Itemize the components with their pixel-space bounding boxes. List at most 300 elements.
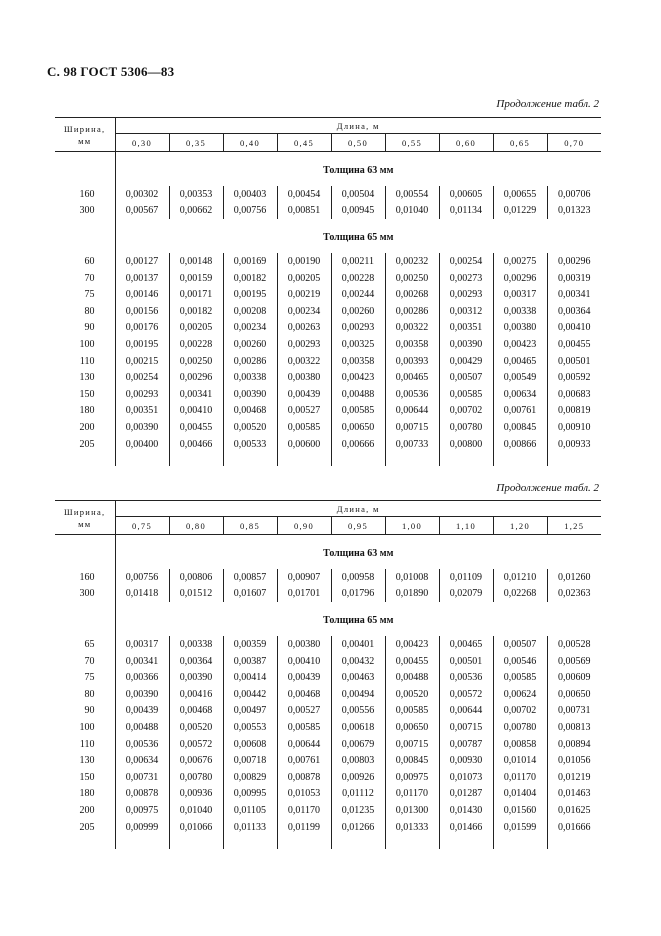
length-column-header: 0,90 bbox=[277, 517, 331, 535]
volume-cell: 0,00156 bbox=[115, 303, 169, 320]
volume-cell: 0,01560 bbox=[493, 802, 547, 819]
width-header bbox=[55, 118, 115, 152]
volume-cell: 0,00364 bbox=[547, 303, 601, 320]
volume-cell: 0,00393 bbox=[385, 353, 439, 370]
volume-cell: 0,01300 bbox=[385, 802, 439, 819]
width-cell: 70 bbox=[84, 272, 95, 284]
volume-cell: 0,00702 bbox=[493, 703, 547, 720]
length-column-header: 0,70 bbox=[547, 134, 601, 152]
volume-cell: 0,00800 bbox=[439, 436, 493, 453]
volume-cell: 0,01133 bbox=[223, 819, 277, 836]
volume-cell: 0,00676 bbox=[169, 752, 223, 769]
volume-cell: 0,00205 bbox=[277, 270, 331, 287]
volume-cell: 0,00806 bbox=[169, 569, 223, 586]
volume-cell: 0,00857 bbox=[223, 569, 277, 586]
width-cell: 75 bbox=[84, 289, 95, 301]
volume-cell: 0,00341 bbox=[115, 653, 169, 670]
volume-cell: 0,01112 bbox=[331, 786, 385, 803]
volume-cell: 0,01287 bbox=[439, 786, 493, 803]
volume-cell: 0,00683 bbox=[547, 386, 601, 403]
volume-cell: 0,00585 bbox=[277, 419, 331, 436]
volume-cell: 0,00756 bbox=[223, 203, 277, 220]
table-row bbox=[55, 752, 601, 769]
volume-cell: 0,00353 bbox=[169, 186, 223, 203]
volume-cell: 0,00494 bbox=[331, 686, 385, 703]
volume-cell: 0,01040 bbox=[169, 802, 223, 819]
volume-cell: 0,00585 bbox=[439, 386, 493, 403]
volume-cell: 0,00260 bbox=[223, 336, 277, 353]
volume-cell: 0,00585 bbox=[331, 403, 385, 420]
volume-cell: 0,00702 bbox=[439, 403, 493, 420]
table-row bbox=[55, 653, 601, 670]
volume-cell: 0,00364 bbox=[169, 653, 223, 670]
volume-cell: 0,00528 bbox=[547, 636, 601, 653]
table-row bbox=[55, 386, 601, 403]
width-cell: 150 bbox=[79, 771, 95, 783]
volume-cell: 0,00527 bbox=[277, 403, 331, 420]
volume-cell: 0,00219 bbox=[277, 286, 331, 303]
volume-cell: 0,00416 bbox=[169, 686, 223, 703]
width-cell: 100 bbox=[79, 721, 95, 733]
volume-cell: 0,00787 bbox=[439, 736, 493, 753]
volume-cell: 0,00585 bbox=[493, 669, 547, 686]
length-column-header: 0,85 bbox=[223, 517, 277, 535]
volume-cell: 0,00273 bbox=[439, 270, 493, 287]
volume-cell: 0,01599 bbox=[493, 819, 547, 836]
volume-cell: 0,01056 bbox=[547, 752, 601, 769]
volume-cell: 0,00387 bbox=[223, 653, 277, 670]
volume-cell: 0,00465 bbox=[493, 353, 547, 370]
volume-cell: 0,00302 bbox=[115, 186, 169, 203]
volume-cell: 0,00933 bbox=[547, 436, 601, 453]
volume-cell: 0,00624 bbox=[493, 686, 547, 703]
section-title: Толщина 63 мм bbox=[115, 152, 601, 187]
volume-cell: 0,00936 bbox=[169, 786, 223, 803]
volume-cell: 0,00423 bbox=[385, 636, 439, 653]
volume-cell: 0,00414 bbox=[223, 669, 277, 686]
volume-cell: 0,00644 bbox=[439, 703, 493, 720]
volume-cell: 0,00650 bbox=[547, 686, 601, 703]
section-title: Толщина 65 мм bbox=[115, 219, 601, 253]
volume-cell: 0,02268 bbox=[493, 586, 547, 603]
volume-cell: 0,01066 bbox=[169, 819, 223, 836]
width-label: Ширина, bbox=[64, 506, 106, 517]
volume-cell: 0,01323 bbox=[547, 203, 601, 220]
volume-cell: 0,00296 bbox=[547, 253, 601, 270]
volume-cell: 0,00819 bbox=[547, 403, 601, 420]
table-row bbox=[55, 786, 601, 803]
volume-cell: 0,00501 bbox=[547, 353, 601, 370]
volume-cell: 0,01235 bbox=[331, 802, 385, 819]
volume-cell: 0,00341 bbox=[547, 286, 601, 303]
volume-cell: 0,00634 bbox=[493, 386, 547, 403]
volume-cell: 0,00465 bbox=[385, 369, 439, 386]
volume-cell: 0,00609 bbox=[547, 669, 601, 686]
volume-cell: 0,00975 bbox=[115, 802, 169, 819]
width-cell: 90 bbox=[84, 322, 95, 334]
volume-cell: 0,00195 bbox=[223, 286, 277, 303]
volume-cell: 0,00351 bbox=[439, 320, 493, 337]
table-row bbox=[55, 703, 601, 720]
volume-cell: 0,01607 bbox=[223, 586, 277, 603]
volume-cell: 0,00442 bbox=[223, 686, 277, 703]
volume-cell: 0,00268 bbox=[385, 286, 439, 303]
volume-cell: 0,00926 bbox=[331, 769, 385, 786]
length-column-header: 0,30 bbox=[115, 134, 169, 152]
volume-cell: 0,00662 bbox=[169, 203, 223, 220]
volume-cell: 0,00293 bbox=[277, 336, 331, 353]
width-cell: 200 bbox=[79, 421, 95, 433]
width-cell: 130 bbox=[79, 755, 95, 767]
volume-cell: 0,00650 bbox=[385, 719, 439, 736]
volume-cell: 0,00813 bbox=[547, 719, 601, 736]
volume-cell: 0,00455 bbox=[169, 419, 223, 436]
volume-cell: 0,00455 bbox=[385, 653, 439, 670]
volume-cell: 0,01109 bbox=[439, 569, 493, 586]
volume-cell: 0,00137 bbox=[115, 270, 169, 287]
volume-cell: 0,01404 bbox=[493, 786, 547, 803]
volume-cell: 0,00803 bbox=[331, 752, 385, 769]
volume-cell: 0,01170 bbox=[493, 769, 547, 786]
volume-cell: 0,00715 bbox=[385, 419, 439, 436]
volume-cell: 0,00359 bbox=[223, 636, 277, 653]
volume-cell: 0,00455 bbox=[547, 336, 601, 353]
volume-cell: 0,00423 bbox=[331, 369, 385, 386]
table-row bbox=[55, 253, 601, 270]
width-unit: мм bbox=[78, 518, 92, 529]
volume-cell: 0,00182 bbox=[223, 270, 277, 287]
width-cell: 300 bbox=[79, 205, 95, 217]
table-row bbox=[55, 436, 601, 453]
volume-cell: 0,00866 bbox=[493, 436, 547, 453]
width-cell: 300 bbox=[79, 588, 95, 600]
volume-cell: 0,00488 bbox=[115, 719, 169, 736]
volume-cell: 0,01333 bbox=[385, 819, 439, 836]
volume-cell: 0,00829 bbox=[223, 769, 277, 786]
table-row bbox=[55, 303, 601, 320]
volume-cell: 0,01625 bbox=[547, 802, 601, 819]
table-row bbox=[55, 686, 601, 703]
width-cell: 65 bbox=[84, 638, 95, 650]
volume-cell: 0,01199 bbox=[277, 819, 331, 836]
table-row bbox=[55, 369, 601, 386]
volume-cell: 0,00182 bbox=[169, 303, 223, 320]
volume-cell: 0,00507 bbox=[439, 369, 493, 386]
volume-cell: 0,00351 bbox=[115, 403, 169, 420]
volume-cell: 0,00260 bbox=[331, 303, 385, 320]
volume-cell: 0,00706 bbox=[547, 186, 601, 203]
length-column-header: 0,65 bbox=[493, 134, 547, 152]
width-cell: 60 bbox=[84, 255, 95, 267]
volume-cell: 0,00208 bbox=[223, 303, 277, 320]
volume-cell: 0,00497 bbox=[223, 703, 277, 720]
length-column-header: 1,00 bbox=[385, 517, 439, 535]
volume-cell: 0,00718 bbox=[223, 752, 277, 769]
volume-cell: 0,00715 bbox=[439, 719, 493, 736]
volume-cell: 0,00958 bbox=[331, 569, 385, 586]
length-column-header: 0,95 bbox=[331, 517, 385, 535]
width-cell: 180 bbox=[79, 405, 95, 417]
volume-cell: 0,00390 bbox=[115, 419, 169, 436]
table-row bbox=[55, 736, 601, 753]
width-unit: мм bbox=[78, 135, 92, 146]
volume-cell: 0,00244 bbox=[331, 286, 385, 303]
volume-cell: 0,00228 bbox=[169, 336, 223, 353]
volume-cell: 0,00554 bbox=[385, 186, 439, 203]
volume-cell: 0,00527 bbox=[277, 703, 331, 720]
volume-cell: 0,00608 bbox=[223, 736, 277, 753]
volume-cell: 0,00432 bbox=[331, 653, 385, 670]
volume-cell: 0,00234 bbox=[223, 320, 277, 337]
volume-cell: 0,01229 bbox=[493, 203, 547, 220]
volume-cell: 0,00312 bbox=[439, 303, 493, 320]
volume-cell: 0,00501 bbox=[439, 653, 493, 670]
volume-cell: 0,01260 bbox=[547, 569, 601, 586]
volume-cell: 0,00234 bbox=[277, 303, 331, 320]
volume-cell: 0,00215 bbox=[115, 353, 169, 370]
length-column-header: 0,45 bbox=[277, 134, 331, 152]
length-column-header: 1,25 bbox=[547, 517, 601, 535]
volume-cell: 0,00679 bbox=[331, 736, 385, 753]
volume-cell: 0,00644 bbox=[385, 403, 439, 420]
volume-cell: 0,00146 bbox=[115, 286, 169, 303]
table-row bbox=[55, 586, 601, 603]
volume-cell: 0,00666 bbox=[331, 436, 385, 453]
volume-cell: 0,01796 bbox=[331, 586, 385, 603]
volume-cell: 0,00600 bbox=[277, 436, 331, 453]
volume-cell: 0,00463 bbox=[331, 669, 385, 686]
volume-cell: 0,00358 bbox=[385, 336, 439, 353]
volume-cell: 0,00549 bbox=[493, 369, 547, 386]
width-cell: 110 bbox=[79, 738, 95, 750]
volume-cell: 0,00390 bbox=[169, 669, 223, 686]
volume-cell: 0,00195 bbox=[115, 336, 169, 353]
volume-cell: 0,00390 bbox=[115, 686, 169, 703]
volume-cell: 0,00466 bbox=[169, 436, 223, 453]
volume-cell: 0,00400 bbox=[115, 436, 169, 453]
volume-cell: 0,00410 bbox=[277, 653, 331, 670]
volume-cell: 0,00731 bbox=[547, 703, 601, 720]
volume-cell: 0,00338 bbox=[493, 303, 547, 320]
volume-cell: 0,00536 bbox=[115, 736, 169, 753]
volume-cell: 0,00263 bbox=[277, 320, 331, 337]
volume-cell: 0,01170 bbox=[277, 802, 331, 819]
table-row bbox=[55, 336, 601, 353]
volume-cell: 0,00520 bbox=[223, 419, 277, 436]
volume-cell: 0,01105 bbox=[223, 802, 277, 819]
volume-cell: 0,00488 bbox=[385, 669, 439, 686]
volume-cell: 0,00211 bbox=[331, 253, 385, 270]
table-row bbox=[55, 419, 601, 436]
volume-cell: 0,00553 bbox=[223, 719, 277, 736]
volume-cell: 0,00910 bbox=[547, 419, 601, 436]
table-row bbox=[55, 270, 601, 287]
volume-cell: 0,00317 bbox=[493, 286, 547, 303]
volume-cell: 0,00756 bbox=[115, 569, 169, 586]
data-table bbox=[55, 500, 601, 849]
volume-cell: 0,01512 bbox=[169, 586, 223, 603]
volume-cell: 0,00410 bbox=[547, 320, 601, 337]
width-cell: 80 bbox=[84, 305, 95, 317]
volume-cell: 0,00468 bbox=[277, 686, 331, 703]
volume-cell: 0,00322 bbox=[385, 320, 439, 337]
table-row bbox=[55, 819, 601, 836]
volume-cell: 0,00894 bbox=[547, 736, 601, 753]
data-table bbox=[55, 117, 601, 466]
volume-cell: 0,00429 bbox=[439, 353, 493, 370]
volume-cell: 0,01040 bbox=[385, 203, 439, 220]
table-row bbox=[55, 569, 601, 586]
volume-cell: 0,00930 bbox=[439, 752, 493, 769]
volume-cell: 0,01210 bbox=[493, 569, 547, 586]
volume-cell: 0,00358 bbox=[331, 353, 385, 370]
volume-cell: 0,00761 bbox=[493, 403, 547, 420]
volume-cell: 0,00325 bbox=[331, 336, 385, 353]
width-cell: 75 bbox=[84, 672, 95, 684]
length-column-header: 0,50 bbox=[331, 134, 385, 152]
length-column-header: 0,55 bbox=[385, 134, 439, 152]
section-title: Толщина 63 мм bbox=[115, 535, 601, 570]
volume-cell: 0,00945 bbox=[331, 203, 385, 220]
width-cell: 110 bbox=[79, 355, 95, 367]
width-cell: 160 bbox=[79, 188, 95, 200]
table-row bbox=[55, 403, 601, 420]
volume-cell: 0,00341 bbox=[169, 386, 223, 403]
volume-cell: 0,00465 bbox=[439, 636, 493, 653]
volume-cell: 0,00572 bbox=[439, 686, 493, 703]
volume-cell: 0,00536 bbox=[439, 669, 493, 686]
width-cell: 130 bbox=[79, 372, 95, 384]
width-cell: 205 bbox=[79, 821, 95, 833]
width-cell: 100 bbox=[79, 338, 95, 350]
length-column-header: 1,20 bbox=[493, 517, 547, 535]
volume-cell: 0,00878 bbox=[115, 786, 169, 803]
volume-cell: 0,00410 bbox=[169, 403, 223, 420]
volume-cell: 0,00380 bbox=[277, 636, 331, 653]
volume-cell: 0,00655 bbox=[493, 186, 547, 203]
volume-cell: 0,01073 bbox=[439, 769, 493, 786]
volume-cell: 0,00504 bbox=[331, 186, 385, 203]
volume-cell: 0,00733 bbox=[385, 436, 439, 453]
volume-cell: 0,00366 bbox=[115, 669, 169, 686]
volume-cell: 0,00761 bbox=[277, 752, 331, 769]
volume-cell: 0,00520 bbox=[385, 686, 439, 703]
length-column-header: 0,75 bbox=[115, 517, 169, 535]
volume-cell: 0,00322 bbox=[277, 353, 331, 370]
volume-cell: 0,00423 bbox=[493, 336, 547, 353]
volume-cell: 0,00380 bbox=[277, 369, 331, 386]
volume-cell: 0,00644 bbox=[277, 736, 331, 753]
volume-cell: 0,00634 bbox=[115, 752, 169, 769]
volume-cell: 0,00439 bbox=[277, 386, 331, 403]
volume-cell: 0,00293 bbox=[115, 386, 169, 403]
volume-cell: 0,00650 bbox=[331, 419, 385, 436]
volume-cell: 0,00468 bbox=[223, 403, 277, 420]
volume-cell: 0,00780 bbox=[493, 719, 547, 736]
table-row bbox=[55, 320, 601, 337]
width-cell: 160 bbox=[79, 571, 95, 583]
volume-cell: 0,00907 bbox=[277, 569, 331, 586]
table-row bbox=[55, 669, 601, 686]
volume-cell: 0,00468 bbox=[169, 703, 223, 720]
volume-cell: 0,00731 bbox=[115, 769, 169, 786]
table-row bbox=[55, 636, 601, 653]
table-row bbox=[55, 802, 601, 819]
volume-cell: 0,01666 bbox=[547, 819, 601, 836]
table-row bbox=[55, 719, 601, 736]
volume-cell: 0,01463 bbox=[547, 786, 601, 803]
volume-cell: 0,00317 bbox=[115, 636, 169, 653]
continuation-note-1: Продолжение табл. 2 bbox=[496, 98, 599, 110]
volume-cell: 0,01053 bbox=[277, 786, 331, 803]
length-column-header: 0,80 bbox=[169, 517, 223, 535]
volume-cell: 0,00439 bbox=[277, 669, 331, 686]
volume-cell: 0,00851 bbox=[277, 203, 331, 220]
volume-cell: 0,01890 bbox=[385, 586, 439, 603]
volume-table-1 bbox=[55, 117, 601, 466]
volume-cell: 0,01418 bbox=[115, 586, 169, 603]
volume-cell: 0,00159 bbox=[169, 270, 223, 287]
volume-cell: 0,00296 bbox=[169, 369, 223, 386]
volume-cell: 0,00556 bbox=[331, 703, 385, 720]
page-header: С. 98 ГОСТ 5306—83 bbox=[47, 64, 175, 79]
volume-cell: 0,00148 bbox=[169, 253, 223, 270]
volume-cell: 0,00286 bbox=[223, 353, 277, 370]
volume-cell: 0,00380 bbox=[493, 320, 547, 337]
volume-cell: 0,00439 bbox=[115, 703, 169, 720]
section-title: Толщина 65 мм bbox=[115, 602, 601, 636]
volume-cell: 0,00569 bbox=[547, 653, 601, 670]
length-column-header: 0,60 bbox=[439, 134, 493, 152]
width-header bbox=[55, 501, 115, 535]
volume-cell: 0,00878 bbox=[277, 769, 331, 786]
table-row bbox=[55, 186, 601, 203]
volume-cell: 0,00176 bbox=[115, 320, 169, 337]
volume-cell: 0,00250 bbox=[169, 353, 223, 370]
volume-cell: 0,00293 bbox=[439, 286, 493, 303]
length-header: Длина, м bbox=[115, 501, 601, 517]
volume-cell: 0,00390 bbox=[223, 386, 277, 403]
volume-cell: 0,01134 bbox=[439, 203, 493, 220]
volume-cell: 0,00169 bbox=[223, 253, 277, 270]
volume-cell: 0,00488 bbox=[331, 386, 385, 403]
width-cell: 80 bbox=[84, 688, 95, 700]
volume-cell: 0,00572 bbox=[169, 736, 223, 753]
length-header: Длина, м bbox=[115, 118, 601, 134]
volume-cell: 0,00507 bbox=[493, 636, 547, 653]
volume-cell: 0,00618 bbox=[331, 719, 385, 736]
table-row bbox=[55, 353, 601, 370]
volume-cell: 0,01701 bbox=[277, 586, 331, 603]
volume-cell: 0,01170 bbox=[385, 786, 439, 803]
volume-cell: 0,00845 bbox=[493, 419, 547, 436]
volume-cell: 0,00546 bbox=[493, 653, 547, 670]
width-label: Ширина, bbox=[64, 123, 106, 134]
volume-cell: 0,01266 bbox=[331, 819, 385, 836]
volume-cell: 0,00338 bbox=[169, 636, 223, 653]
length-column-header: 1,10 bbox=[439, 517, 493, 535]
width-cell: 90 bbox=[84, 705, 95, 717]
volume-cell: 0,01466 bbox=[439, 819, 493, 836]
volume-cell: 0,00250 bbox=[385, 270, 439, 287]
volume-cell: 0,00780 bbox=[439, 419, 493, 436]
volume-cell: 0,00403 bbox=[223, 186, 277, 203]
width-cell: 150 bbox=[79, 388, 95, 400]
volume-cell: 0,00254 bbox=[439, 253, 493, 270]
volume-cell: 0,01008 bbox=[385, 569, 439, 586]
volume-cell: 0,00190 bbox=[277, 253, 331, 270]
volume-cell: 0,00858 bbox=[493, 736, 547, 753]
